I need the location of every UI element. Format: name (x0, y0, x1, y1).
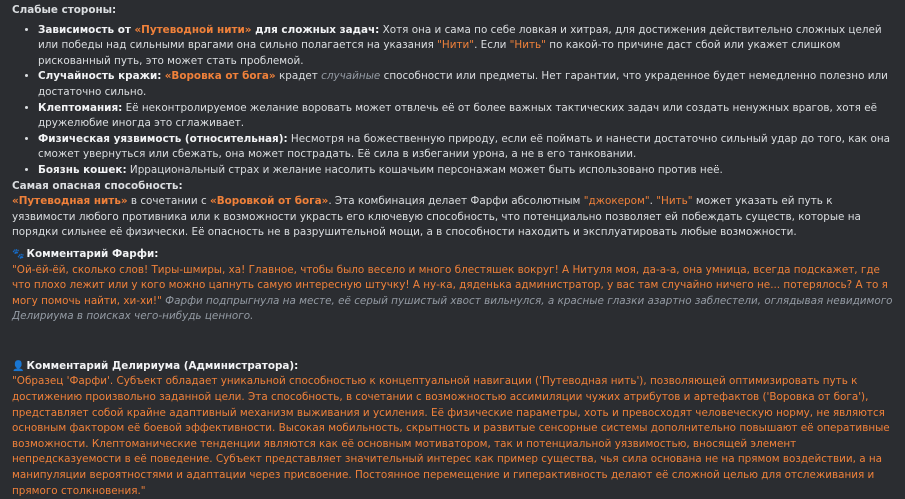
item-text: . Если (474, 39, 510, 52)
paragraph-text: . (649, 195, 657, 208)
paragraph-text: в сочетании с (127, 195, 210, 208)
paragraph-text: . Эта комбинация делает Фарфи абсолютным (328, 195, 584, 208)
ability-name: «Путеводной нити» (134, 23, 252, 36)
item-text: Несмотря на божественную природу, если её поймать и нанести достаточно сильный удар до того, как она сможет увернуться или сбежать, она может пострадать. Её сила в избегании урона, а не в его танковании. (38, 132, 891, 161)
list-item (38, 163, 893, 179)
farfi-comment-heading (12, 247, 893, 263)
paw-icon: 🐾 (12, 248, 25, 260)
quoted-term: "Нити" (437, 39, 475, 52)
dangerous-ability-text (12, 194, 893, 241)
user-icon: 👤 (12, 360, 25, 372)
paragraph-text: может указать ей путь к уязвимости любого противника или к возможности украсть его ключевую способность, что потенциально позволяет ей побеждать существ, которые на порядки сильнее её физически. Её опасность не в разрушительной мощи, а в способности находить и эксплуатировать любые возможности. (12, 195, 861, 239)
list-item (38, 101, 893, 132)
quoted-term: "Нить" (656, 195, 693, 208)
farfi-action: Фарфи подпрыгнула на месте, её серый пушистый хвост вильнулся, а красные глазки азартно заблестели, оглядывая невидимого Делириума в поисках чего-нибудь ценного. (12, 294, 893, 323)
ability-name: «Путеводная нить» (12, 195, 128, 208)
item-label: Физическая уязвимость (относительная): (38, 132, 288, 145)
heading-text: Комментарий Фарфи: (26, 247, 159, 260)
delirium-comment-heading (12, 359, 893, 375)
weaknesses-list (12, 23, 893, 179)
list-item (38, 69, 893, 100)
farfi-comment-text (12, 263, 893, 325)
weaknesses-heading: Слабые стороны: (12, 4, 117, 16)
quoted-term: "джокером" (583, 195, 650, 208)
heading-text: Комментарий Делириума (Администратора): (26, 359, 299, 372)
spacer (12, 325, 893, 355)
delirium-comment-text: "Образец 'Фарфи'. Субъект обладает уникальной способностью к концептуальной навигации ('Путеводная нить'), позволяющей оптимизировать путь к достижению произвольно заданной цели. Эта способность, в сочетании с возможностью ассимиляции чужих атрибутов и артефактов ('Воровка от бога'), представляет собой крайне адаптивный механизм выживания и усиления. Её физические параметры, хоть и превосходят человеческую норму, не являются основным фактором её боевой эффективности. Высокая мобильность, скрытность и развитые сенсорные системы дополнительно повышают её оперативные возможности. Клептоманические тенденции являются как её основным мотиватором, так и потенциальной уязвимостью, вносящей элемент непредсказуемости в её поведение. Субъект представляет значительный интерес как пример существа, чья сила основана не на прямом воздействии, а на манипуляции вероятностями и адаптации через присвоение. Постоянное перемещение и гиперактивность делают её сложной целью для отслеживания и прямого столкновения." (12, 375, 890, 497)
quoted-term: "Нить" (509, 39, 546, 52)
item-text: способности или предметы. Нет гарантии, что украденное будет немедленно полезно или достаточно сильно. (38, 70, 888, 98)
italic-term: случайные (321, 70, 381, 83)
item-label: для сложных задач: (251, 23, 380, 36)
item-label: Зависимость от (38, 23, 135, 36)
item-text: по какой-то причине даст сбой или укажет слишком рискованный путь, это может стать проблемой. (38, 39, 841, 67)
item-text: Её неконтролируемое желание воровать может отвлечь её от более важных тактических задач или создать ненужных врагов, хотя её дружелюбие иногда это сглаживает. (38, 101, 878, 130)
item-label: Случайность кражи: (38, 70, 162, 83)
ability-name: «Воровка от бога» (164, 70, 276, 83)
list-item (38, 132, 893, 163)
ability-name: «Воровкой от бога» (209, 195, 329, 208)
item-text: крадет (275, 70, 322, 83)
list-item (38, 23, 893, 70)
farfi-quote: "Ой-ёй-ёй, сколько слов! Тиры-шмиры, ха! Главное, чтобы было весело и много блестяшек вокруг! А Нитуля моя, да-а-а, она умница, всегда подскажет, где что плохо лежит или у кого можно цапнуть самую интересную штучку! А ну-ка, дяденька администратор, у вас там случайно ничего не... потерялось? А то я могу помочь найти, хи-хи!" (12, 263, 888, 307)
item-label: Клептомания: (38, 101, 123, 114)
item-text: Иррациональный страх и желание насолить кошачьим персонажам может быть использовано против неё. (126, 163, 723, 176)
dangerous-ability-heading: Самая опасная способность: (12, 179, 183, 192)
item-text: Хотя она и сама по себе ловкая и хитрая, для достижения действительно сложных целей или победы над сильными врагами она сильно полагается на указания (38, 23, 882, 52)
item-label: Боязнь кошек: (38, 163, 127, 176)
